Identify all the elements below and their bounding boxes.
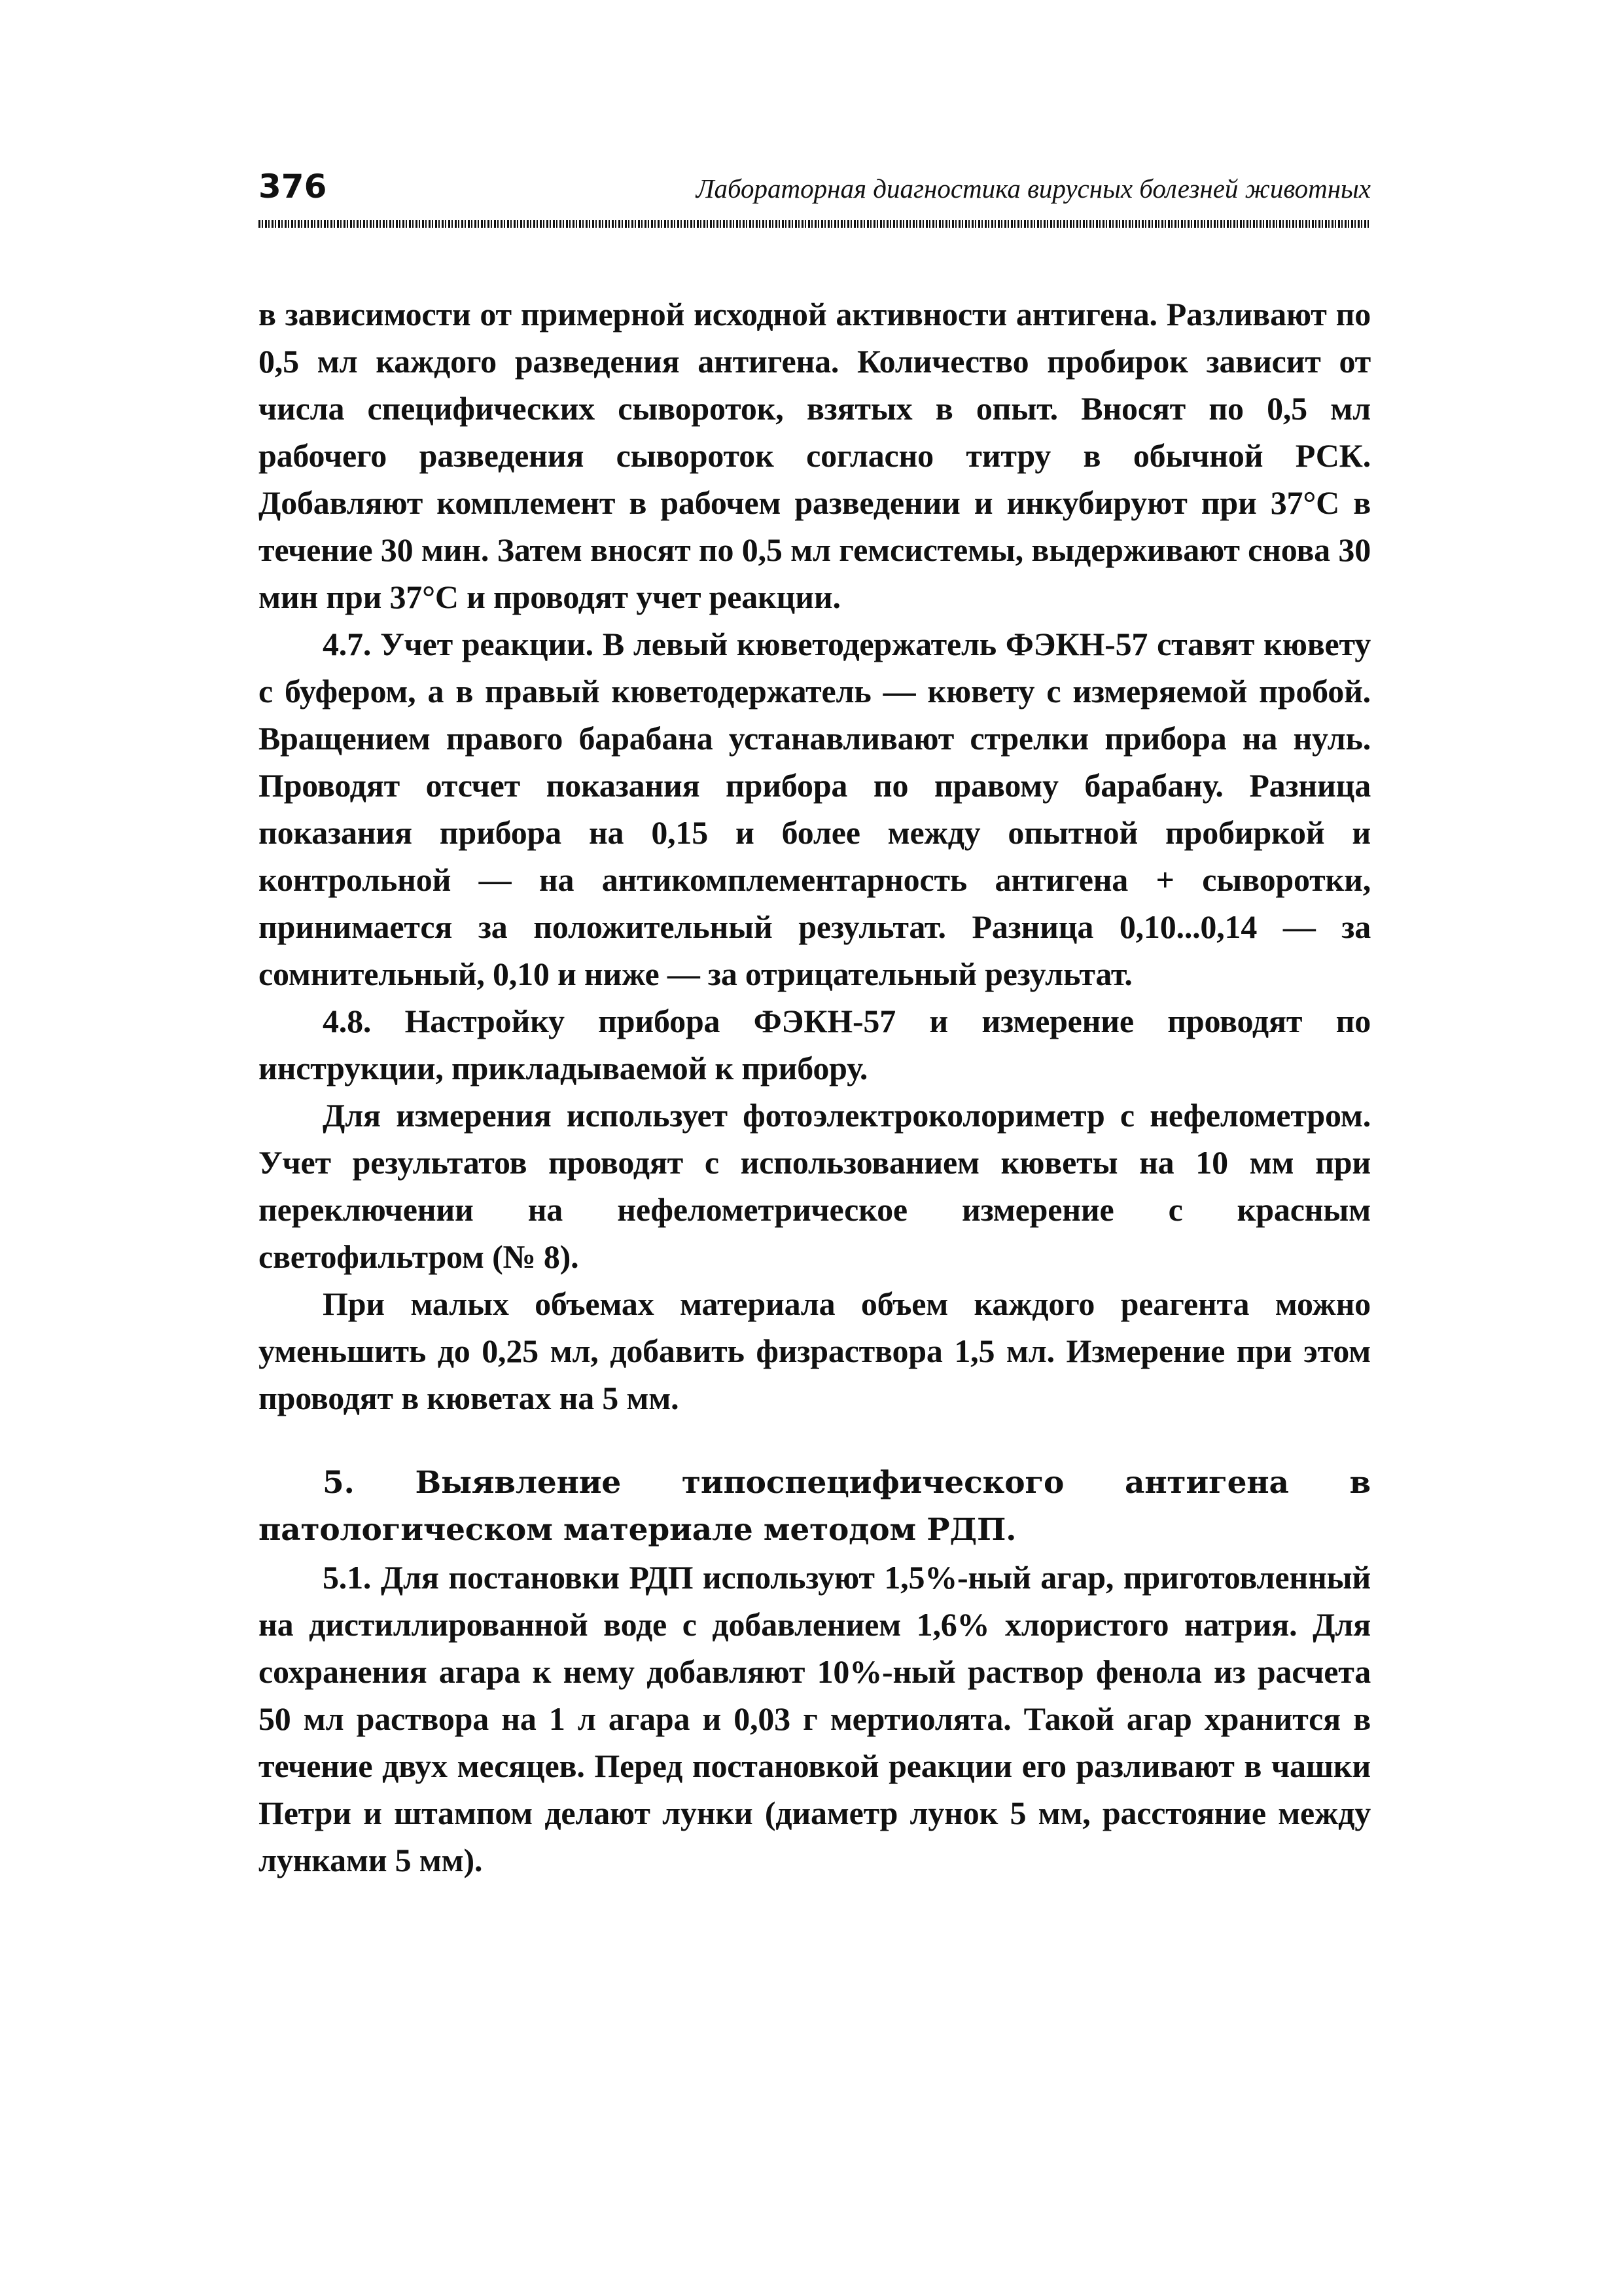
paragraph-5-1: 5.1. Для постановки РДП используют 1,5%-ный агар, приготовленный на дистиллированной воде с добавлением 1,6% хлористого натрия. Для сохранения агара к нему добавляют 10%-ный раствор фенола из расчета 50 мл раствора на 1 л агара и 0,03 г мертиолята. Такой агар хранится в течение двух месяцев. Перед постановкой реакции его разливают в чашки Петри и штампом делают лунки (диаметр лунок 5 мм, расстояние между лунками 5 мм). (258, 1559, 1371, 1878)
page-number: 376 (258, 168, 327, 206)
section-heading-5: 5. Выявление типоспецифического антигена в патологическом материале методом РДП. (258, 1465, 1371, 1548)
paragraph-continuation: в зависимости от примерной исходной активности антигена. Разливают по 0,5 мл каждого разведения антигена. Количество пробирок зависит от числа специфических сывороток, взятых в опыт. Вносят по 0,5 мл рабочего разведения сывороток согласно титру в обычной РСК. Добавляют комплемент в рабочем разведении и инкубируют при 37°С в течение 30 мин. Затем вносят по 0,5 мл гемсистемы, выдерживают снова 30 мин при 37°С и проводят учет реакции. (258, 296, 1371, 615)
body-text (258, 291, 1371, 1884)
running-title: Лабораторная диагностика вирусных болезней животных (696, 173, 1371, 204)
header-rule (258, 220, 1371, 228)
paragraph-small-volumes: При малых объемах материала объем каждого реагента можно уменьшить до 0,25 мл, добавить физраствора 1,5 мл. Измерение при этом проводят в кюветах на 5 мм. (258, 1285, 1371, 1416)
book-page (258, 164, 1371, 1884)
paragraph-4-8: 4.8. Настройку прибора ФЭКН-57 и измерение проводят по инструкции, прикладываемой к прибору. (258, 1003, 1371, 1086)
page-header (258, 164, 1371, 216)
paragraph-measurement: Для измерения использует фотоэлектроколориметр с нефелометром. Учет результатов проводят с использованием кюветы на 10 мм при переключении на нефелометрическое измерение с красным светофильтром (№ 8). (258, 1097, 1371, 1275)
paragraph-4-7: 4.7. Учет реакции. В левый кюветодержатель ФЭКН-57 ставят кювету с буфером, а в правый кюветодержатель — кювету с измеряемой пробой. Вращением правого барабана устанавливают стрелки прибора на нуль. Проводят отсчет показания прибора по правому барабану. Разница показания прибора на 0,15 и более между опытной пробиркой и контрольной — на антикомплементарность антигена + сыворотки, принимается за положительный результат. Разница 0,10...0,14 — за сомнительный, 0,10 и ниже — за отрицательный результат. (258, 626, 1371, 992)
